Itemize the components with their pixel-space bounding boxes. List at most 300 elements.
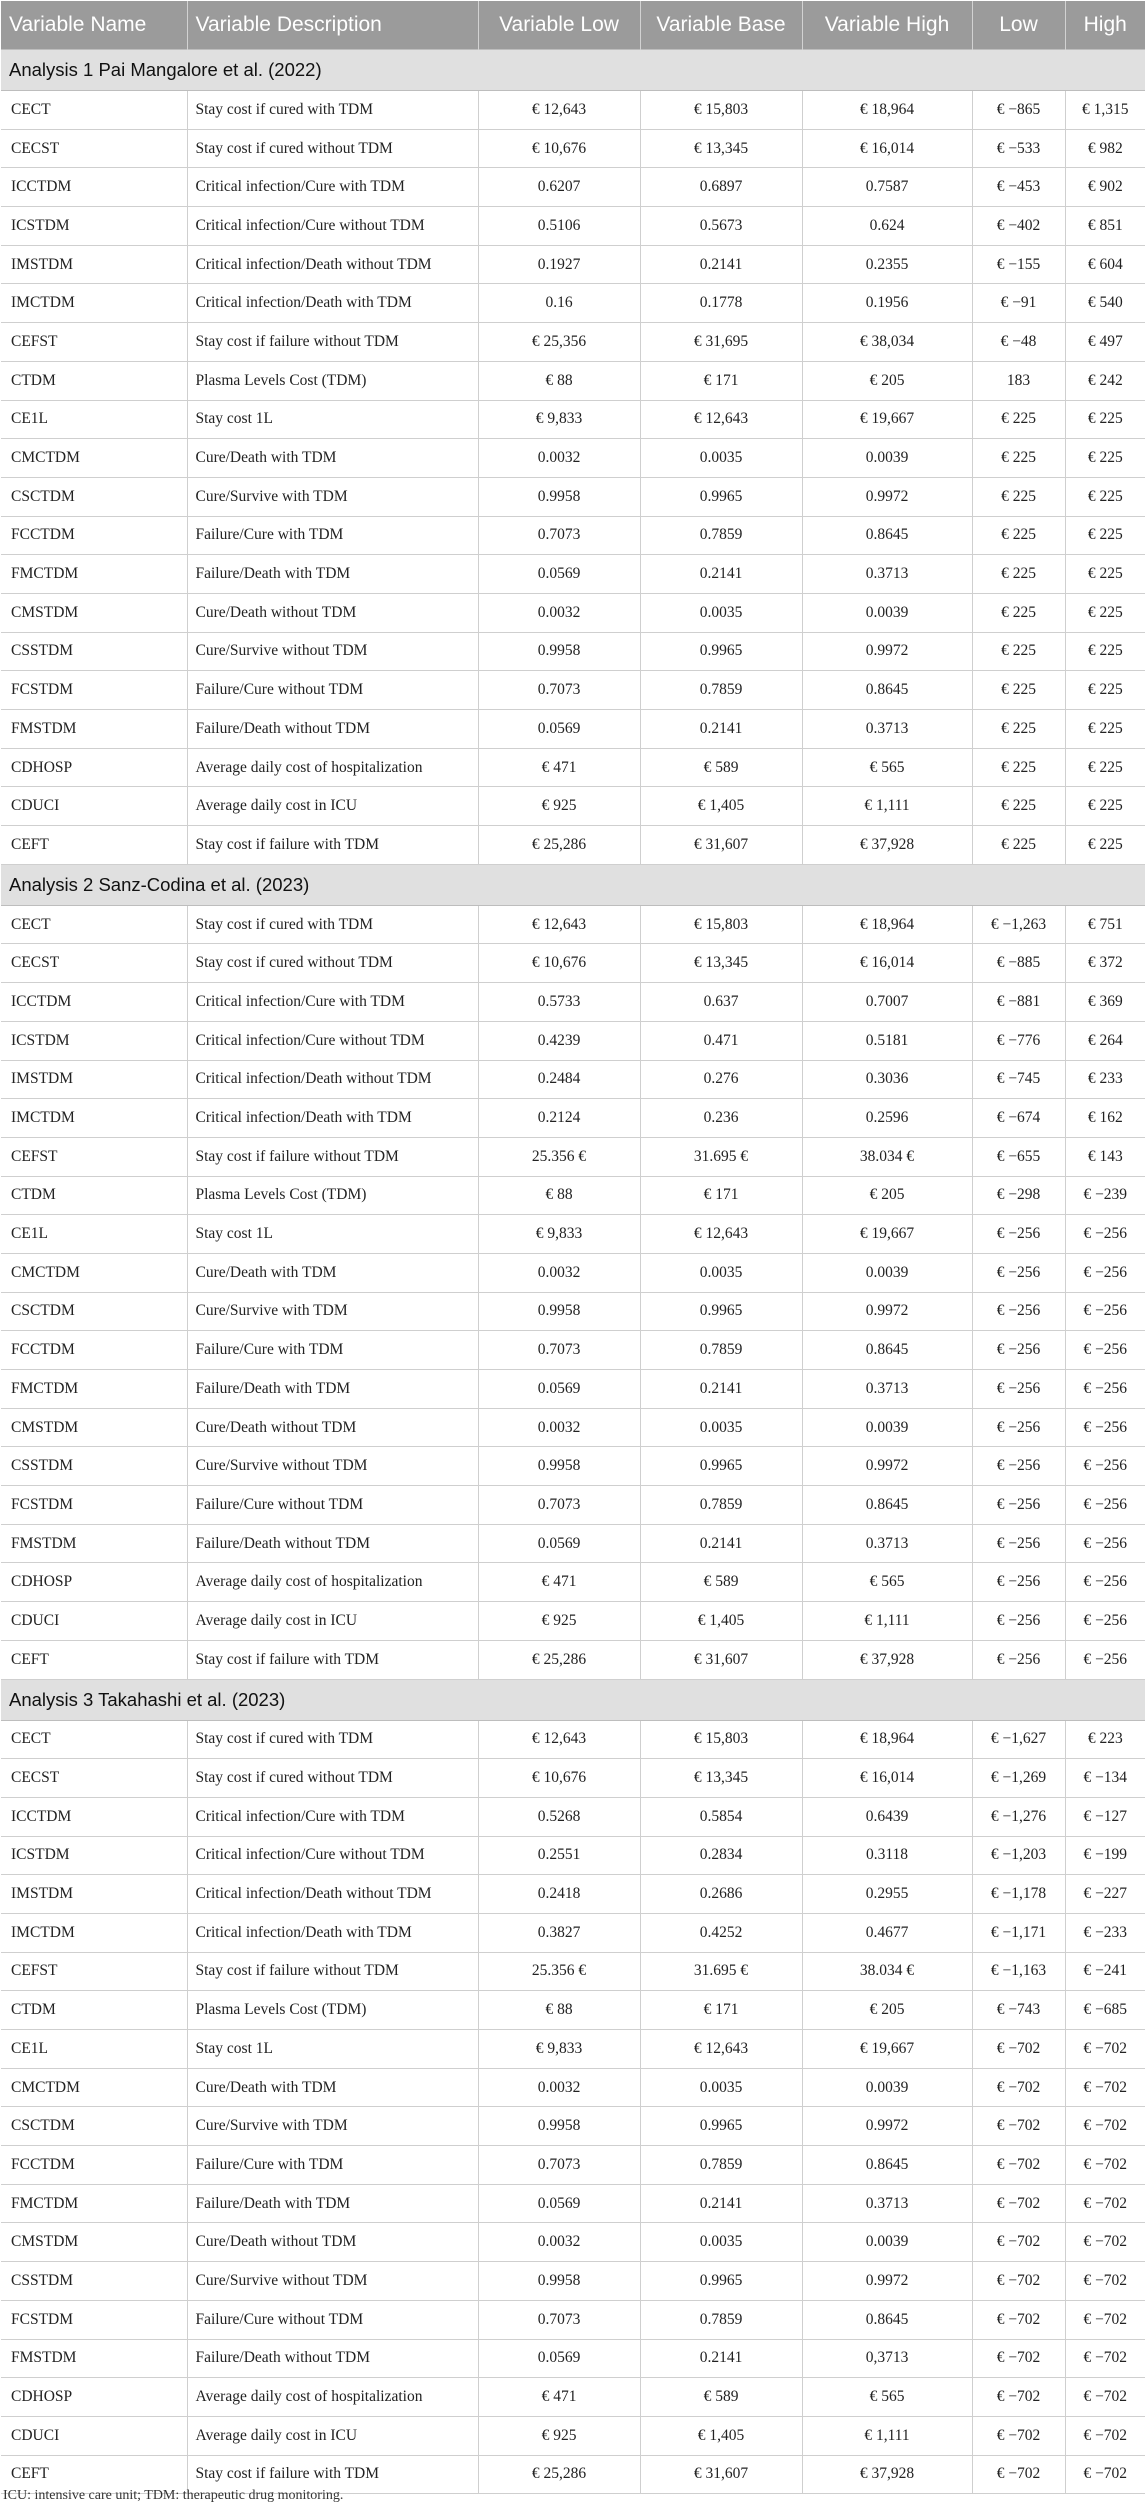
cell-variable-name: FMCTDM — [1, 2184, 187, 2223]
cell-variable-high: 0.3713 — [802, 2184, 972, 2223]
cell-variable-low: 0.5106 — [478, 207, 640, 246]
cell-variable-name: CEFT — [1, 2455, 187, 2494]
cell-low: € −743 — [972, 1991, 1065, 2030]
cell-high: € 225 — [1065, 516, 1145, 555]
cell-variable-description: Average daily cost in ICU — [187, 2416, 478, 2455]
table-row — [1, 826, 1145, 865]
cell-variable-description: Critical infection/Death without TDM — [187, 245, 478, 284]
table-row — [1, 245, 1145, 284]
cell-variable-name: ICCTDM — [1, 983, 187, 1022]
cell-high: € 242 — [1065, 361, 1145, 400]
cell-variable-base: € 31,695 — [640, 323, 802, 362]
cell-variable-high: 0.7007 — [802, 983, 972, 1022]
cell-variable-base: € 13,345 — [640, 129, 802, 168]
cell-variable-low: 0.9958 — [478, 1292, 640, 1331]
cell-variable-name: FMSTDM — [1, 2339, 187, 2378]
cell-low: € −1,203 — [972, 1836, 1065, 1875]
cell-high: € −256 — [1065, 1253, 1145, 1292]
cell-low: € −298 — [972, 1176, 1065, 1215]
cell-variable-base: 0.9965 — [640, 477, 802, 516]
cell-variable-high: 0.0039 — [802, 2068, 972, 2107]
cell-variable-high: 0.8645 — [802, 2300, 972, 2339]
cell-variable-base: 0.9965 — [640, 2107, 802, 2146]
cell-variable-description: Average daily cost in ICU — [187, 787, 478, 826]
cell-variable-low: 0.7073 — [478, 1486, 640, 1525]
cell-high: € −702 — [1065, 2455, 1145, 2494]
cell-high: € −702 — [1065, 2339, 1145, 2378]
cell-variable-name: ICSTDM — [1, 1021, 187, 1060]
cell-variable-high: 0.8645 — [802, 1331, 972, 1370]
cell-variable-low: 0.9958 — [478, 2262, 640, 2301]
cell-high: € −127 — [1065, 1797, 1145, 1836]
cell-high: € 751 — [1065, 905, 1145, 944]
cell-variable-description: Plasma Levels Cost (TDM) — [187, 361, 478, 400]
cell-variable-name: ICSTDM — [1, 1836, 187, 1875]
cell-variable-high: 0.0039 — [802, 1408, 972, 1447]
cell-variable-base: 0.2141 — [640, 2339, 802, 2378]
cell-variable-high: € 38,034 — [802, 323, 972, 362]
cell-variable-low: 0.2124 — [478, 1099, 640, 1138]
cell-variable-low: € 9,833 — [478, 400, 640, 439]
cell-variable-base: € 31,607 — [640, 2455, 802, 2494]
cell-variable-name: CSCTDM — [1, 2107, 187, 2146]
cell-variable-name: CMCTDM — [1, 1253, 187, 1292]
cell-variable-description: Average daily cost of hospitalization — [187, 2378, 478, 2417]
cell-variable-low: 0.0569 — [478, 1524, 640, 1563]
table-row — [1, 2068, 1145, 2107]
cell-variable-name: CECT — [1, 91, 187, 130]
cell-low: € −881 — [972, 983, 1065, 1022]
table-row — [1, 129, 1145, 168]
cell-low: € −1,627 — [972, 1720, 1065, 1759]
cell-low: € −702 — [972, 2030, 1065, 2069]
cell-low: € −1,171 — [972, 1913, 1065, 1952]
cell-low: € −155 — [972, 245, 1065, 284]
cell-variable-base: 0.2141 — [640, 1370, 802, 1409]
cell-variable-description: Critical infection/Death with TDM — [187, 1099, 478, 1138]
cell-variable-name: ICCTDM — [1, 1797, 187, 1836]
cell-variable-name: FCSTDM — [1, 671, 187, 710]
cell-variable-description: Cure/Death with TDM — [187, 1253, 478, 1292]
cell-variable-high: € 19,667 — [802, 400, 972, 439]
cell-variable-base: 0.0035 — [640, 1253, 802, 1292]
cell-variable-high: 0.0039 — [802, 2223, 972, 2262]
cell-variable-high: € 565 — [802, 1563, 972, 1602]
cell-variable-name: CEFST — [1, 323, 187, 362]
cell-variable-low: € 10,676 — [478, 1759, 640, 1798]
cell-variable-low: 25.356 € — [478, 1137, 640, 1176]
table-row — [1, 323, 1145, 362]
cell-low: € −256 — [972, 1408, 1065, 1447]
cell-variable-low: 0.2551 — [478, 1836, 640, 1875]
cell-variable-low: 0.0032 — [478, 2223, 640, 2262]
cell-high: € −256 — [1065, 1524, 1145, 1563]
cell-variable-base: € 15,803 — [640, 905, 802, 944]
cell-variable-name: CTDM — [1, 1991, 187, 2030]
table-row — [1, 1875, 1145, 1914]
cell-high: € −233 — [1065, 1913, 1145, 1952]
cell-variable-description: Critical infection/Cure with TDM — [187, 168, 478, 207]
cell-high: € 223 — [1065, 1720, 1145, 1759]
cell-variable-name: IMCTDM — [1, 284, 187, 323]
cell-variable-low: 0.6207 — [478, 168, 640, 207]
cell-variable-base: 0.7859 — [640, 1486, 802, 1525]
table-row — [1, 1913, 1145, 1952]
cell-variable-high: 0.2355 — [802, 245, 972, 284]
cell-variable-high: 0.6439 — [802, 1797, 972, 1836]
cell-variable-base: € 1,405 — [640, 787, 802, 826]
cell-variable-description: Critical infection/Death without TDM — [187, 1875, 478, 1914]
cell-variable-base: € 171 — [640, 361, 802, 400]
table-row — [1, 400, 1145, 439]
table-row — [1, 2107, 1145, 2146]
cell-variable-high: 38.034 € — [802, 1137, 972, 1176]
cell-variable-base: 0.9965 — [640, 1292, 802, 1331]
cell-variable-description: Failure/Cure without TDM — [187, 1486, 478, 1525]
header-low: Low — [972, 1, 1065, 50]
cell-low: € −48 — [972, 323, 1065, 362]
cell-low: € −702 — [972, 2455, 1065, 2494]
cell-variable-low: € 10,676 — [478, 129, 640, 168]
cell-variable-name: CDHOSP — [1, 748, 187, 787]
cell-low: € −702 — [972, 2146, 1065, 2185]
table-row — [1, 2030, 1145, 2069]
cell-low: € −702 — [972, 2378, 1065, 2417]
cell-low: € −1,269 — [972, 1759, 1065, 1798]
cell-variable-description: Cure/Survive with TDM — [187, 2107, 478, 2146]
cell-high: € 982 — [1065, 129, 1145, 168]
table-row — [1, 1952, 1145, 1991]
cell-high: € 497 — [1065, 323, 1145, 362]
cell-variable-name: CEFST — [1, 1952, 187, 1991]
cell-variable-base: 0.236 — [640, 1099, 802, 1138]
cell-variable-high: 0.9972 — [802, 1292, 972, 1331]
table-row — [1, 983, 1145, 1022]
cell-high: € −241 — [1065, 1952, 1145, 1991]
cell-variable-low: 0.0569 — [478, 1370, 640, 1409]
cell-variable-base: 0.2141 — [640, 555, 802, 594]
cell-variable-description: Stay cost if failure with TDM — [187, 1640, 478, 1679]
cell-high: € 225 — [1065, 671, 1145, 710]
table-row — [1, 1991, 1145, 2030]
cell-variable-name: ICCTDM — [1, 168, 187, 207]
cell-variable-low: 0.9958 — [478, 632, 640, 671]
table-row — [1, 91, 1145, 130]
cell-high: € −256 — [1065, 1215, 1145, 1254]
cell-low: € −256 — [972, 1215, 1065, 1254]
cell-low: € −256 — [972, 1253, 1065, 1292]
cell-variable-low: 0.3827 — [478, 1913, 640, 1952]
cell-variable-low: € 9,833 — [478, 1215, 640, 1254]
cell-variable-description: Failure/Death without TDM — [187, 2339, 478, 2378]
cell-variable-low: 25.356 € — [478, 1952, 640, 1991]
cell-low: € −256 — [972, 1370, 1065, 1409]
cell-variable-name: CDUCI — [1, 1602, 187, 1641]
cell-high: € 225 — [1065, 555, 1145, 594]
cell-high: € −256 — [1065, 1370, 1145, 1409]
cell-variable-base: € 31,607 — [640, 1640, 802, 1679]
cell-variable-name: IMSTDM — [1, 1060, 187, 1099]
cell-variable-base: € 12,643 — [640, 1215, 802, 1254]
cell-variable-base: € 1,405 — [640, 1602, 802, 1641]
cell-low: € −702 — [972, 2107, 1065, 2146]
cell-low: € −256 — [972, 1524, 1065, 1563]
cell-variable-base: € 589 — [640, 2378, 802, 2417]
cell-variable-low: 0.1927 — [478, 245, 640, 284]
cell-high: € 143 — [1065, 1137, 1145, 1176]
cell-variable-description: Cure/Survive with TDM — [187, 477, 478, 516]
cell-variable-description: Average daily cost of hospitalization — [187, 1563, 478, 1602]
cell-variable-high: € 16,014 — [802, 1759, 972, 1798]
cell-low: € −256 — [972, 1640, 1065, 1679]
cell-low: € 225 — [972, 787, 1065, 826]
cell-high: € −239 — [1065, 1176, 1145, 1215]
cell-variable-base: € 12,643 — [640, 400, 802, 439]
cell-variable-low: € 12,643 — [478, 905, 640, 944]
cell-variable-description: Stay cost if failure with TDM — [187, 826, 478, 865]
table-row — [1, 2378, 1145, 2417]
cell-variable-high: € 18,964 — [802, 905, 972, 944]
cell-variable-description: Critical infection/Cure without TDM — [187, 207, 478, 246]
cell-variable-description: Plasma Levels Cost (TDM) — [187, 1991, 478, 2030]
cell-variable-name: CSSTDM — [1, 632, 187, 671]
cell-low: € −1,263 — [972, 905, 1065, 944]
cell-variable-high: € 37,928 — [802, 826, 972, 865]
cell-variable-high: 0.4677 — [802, 1913, 972, 1952]
cell-variable-description: Critical infection/Cure with TDM — [187, 1797, 478, 1836]
cell-variable-high: 0.2596 — [802, 1099, 972, 1138]
cell-high: € 1,315 — [1065, 91, 1145, 130]
table-row — [1, 516, 1145, 555]
cell-variable-low: 0.4239 — [478, 1021, 640, 1060]
cell-variable-description: Stay cost if failure without TDM — [187, 1952, 478, 1991]
cell-variable-high: € 18,964 — [802, 1720, 972, 1759]
cell-variable-description: Failure/Cure without TDM — [187, 2300, 478, 2339]
cell-low: € −402 — [972, 207, 1065, 246]
table-row — [1, 1253, 1145, 1292]
cell-variable-name: CMSTDM — [1, 1408, 187, 1447]
cell-low: € −1,163 — [972, 1952, 1065, 1991]
cell-high: € 225 — [1065, 593, 1145, 632]
cell-low: € −256 — [972, 1331, 1065, 1370]
cell-high: € −702 — [1065, 2378, 1145, 2417]
table-row — [1, 2300, 1145, 2339]
cell-low: € −702 — [972, 2416, 1065, 2455]
table-row — [1, 2262, 1145, 2301]
cell-variable-description: Cure/Survive without TDM — [187, 2262, 478, 2301]
table-row — [1, 439, 1145, 478]
cell-low: € −865 — [972, 91, 1065, 130]
cell-variable-description: Cure/Survive with TDM — [187, 1292, 478, 1331]
header-variable-low: Variable Low — [478, 1, 640, 50]
cell-low: € −702 — [972, 2184, 1065, 2223]
cell-variable-name: CE1L — [1, 400, 187, 439]
section-title: Analysis 1 Pai Mangalore et al. (2022) — [1, 50, 1145, 91]
table-row — [1, 632, 1145, 671]
cell-variable-base: 0.7859 — [640, 2300, 802, 2339]
table-row — [1, 168, 1145, 207]
cell-variable-base: 0.9965 — [640, 2262, 802, 2301]
cell-variable-base: 0.0035 — [640, 2068, 802, 2107]
cell-variable-low: 0.7073 — [478, 2146, 640, 2185]
cell-variable-base: 0.0035 — [640, 593, 802, 632]
cell-variable-name: CE1L — [1, 1215, 187, 1254]
section-header-row — [1, 50, 1145, 91]
cell-low: € −533 — [972, 129, 1065, 168]
cell-high: € 225 — [1065, 632, 1145, 671]
cell-variable-low: 0.9958 — [478, 477, 640, 516]
cell-variable-description: Stay cost if cured without TDM — [187, 129, 478, 168]
cell-variable-name: CMSTDM — [1, 2223, 187, 2262]
cell-high: € 540 — [1065, 284, 1145, 323]
cell-variable-base: € 15,803 — [640, 91, 802, 130]
cell-low: € −674 — [972, 1099, 1065, 1138]
table-row — [1, 1215, 1145, 1254]
cell-variable-description: Failure/Cure with TDM — [187, 2146, 478, 2185]
cell-high: € −685 — [1065, 1991, 1145, 2030]
cell-variable-base: 0.0035 — [640, 1408, 802, 1447]
cell-variable-base: 0.637 — [640, 983, 802, 1022]
cell-variable-high: 0.3036 — [802, 1060, 972, 1099]
cell-variable-name: FCSTDM — [1, 2300, 187, 2339]
cell-low: € −256 — [972, 1563, 1065, 1602]
cell-variable-high: € 205 — [802, 1176, 972, 1215]
table-row — [1, 1524, 1145, 1563]
cell-variable-description: Failure/Death with TDM — [187, 555, 478, 594]
cell-variable-description: Failure/Death with TDM — [187, 2184, 478, 2223]
cell-variable-high: 0.3713 — [802, 710, 972, 749]
cell-low: € 225 — [972, 555, 1065, 594]
cell-variable-high: 0.8645 — [802, 671, 972, 710]
cell-low: € 225 — [972, 400, 1065, 439]
cell-variable-name: ICSTDM — [1, 207, 187, 246]
cell-variable-high: 0.624 — [802, 207, 972, 246]
cell-variable-base: 31.695 € — [640, 1137, 802, 1176]
cell-variable-base: 0.471 — [640, 1021, 802, 1060]
cell-variable-base: € 171 — [640, 1991, 802, 2030]
cell-low: € −1,178 — [972, 1875, 1065, 1914]
cell-high: € −702 — [1065, 2068, 1145, 2107]
cell-low: € −885 — [972, 944, 1065, 983]
cell-variable-high: € 205 — [802, 1991, 972, 2030]
cell-variable-high: € 16,014 — [802, 129, 972, 168]
cell-variable-description: Cure/Death with TDM — [187, 2068, 478, 2107]
cell-high: € 225 — [1065, 439, 1145, 478]
cell-high: € 264 — [1065, 1021, 1145, 1060]
table-row — [1, 710, 1145, 749]
cell-variable-name: CSCTDM — [1, 1292, 187, 1331]
cell-variable-low: 0.2418 — [478, 1875, 640, 1914]
cell-variable-description: Failure/Death with TDM — [187, 1370, 478, 1409]
cell-variable-base: 0.2141 — [640, 2184, 802, 2223]
cell-variable-base: € 13,345 — [640, 1759, 802, 1798]
cell-variable-description: Stay cost if cured without TDM — [187, 1759, 478, 1798]
cell-variable-high: € 1,111 — [802, 787, 972, 826]
cell-high: € 225 — [1065, 748, 1145, 787]
cell-variable-base: 0.5673 — [640, 207, 802, 246]
cell-variable-name: IMCTDM — [1, 1099, 187, 1138]
cell-variable-high: 0.2955 — [802, 1875, 972, 1914]
cell-variable-description: Cure/Death without TDM — [187, 593, 478, 632]
cell-high: € 851 — [1065, 207, 1145, 246]
cell-variable-low: € 925 — [478, 787, 640, 826]
cell-variable-low: 0.0032 — [478, 1408, 640, 1447]
table-row — [1, 1447, 1145, 1486]
cell-variable-description: Stay cost if cured without TDM — [187, 944, 478, 983]
cell-variable-low: € 88 — [478, 361, 640, 400]
section-header-row — [1, 1679, 1145, 1720]
cell-variable-name: CTDM — [1, 1176, 187, 1215]
table-row — [1, 1486, 1145, 1525]
cell-variable-name: CDHOSP — [1, 2378, 187, 2417]
cell-low: € 225 — [972, 477, 1065, 516]
table-row — [1, 2146, 1145, 2185]
header-variable-high: Variable High — [802, 1, 972, 50]
cell-variable-name: CECST — [1, 1759, 187, 1798]
cell-variable-description: Stay cost if cured with TDM — [187, 91, 478, 130]
cell-variable-low: 0.5733 — [478, 983, 640, 1022]
section-title: Analysis 3 Takahashi et al. (2023) — [1, 1679, 1145, 1720]
cell-variable-low: 0.9958 — [478, 1447, 640, 1486]
cell-variable-base: 0.6897 — [640, 168, 802, 207]
cell-variable-base: 0.9965 — [640, 632, 802, 671]
cell-high: € −134 — [1065, 1759, 1145, 1798]
cell-variable-high: 0.3713 — [802, 555, 972, 594]
cell-low: € 225 — [972, 516, 1065, 555]
cell-variable-name: CECT — [1, 1720, 187, 1759]
cell-variable-low: 0.0569 — [478, 555, 640, 594]
cell-variable-base: 0.4252 — [640, 1913, 802, 1952]
cell-variable-base: € 13,345 — [640, 944, 802, 983]
cell-variable-name: CSSTDM — [1, 1447, 187, 1486]
cell-high: € −256 — [1065, 1408, 1145, 1447]
cell-low: € −453 — [972, 168, 1065, 207]
cell-variable-low: 0.0569 — [478, 710, 640, 749]
table-body — [1, 50, 1145, 2494]
cell-high: € 372 — [1065, 944, 1145, 983]
cell-high: € −256 — [1065, 1331, 1145, 1370]
cell-variable-base: 0.9965 — [640, 1447, 802, 1486]
cell-variable-description: Failure/Death without TDM — [187, 1524, 478, 1563]
cell-high: € −227 — [1065, 1875, 1145, 1914]
cell-variable-high: € 19,667 — [802, 2030, 972, 2069]
cell-variable-high: 0.7587 — [802, 168, 972, 207]
sensitivity-table — [1, 1, 1145, 2494]
table-row — [1, 1602, 1145, 1641]
cell-variable-high: € 205 — [802, 361, 972, 400]
cell-variable-description: Stay cost 1L — [187, 1215, 478, 1254]
cell-variable-description: Failure/Cure with TDM — [187, 516, 478, 555]
cell-variable-high: 0.9972 — [802, 632, 972, 671]
cell-variable-low: € 25,286 — [478, 2455, 640, 2494]
table-row — [1, 1720, 1145, 1759]
cell-variable-low: € 25,286 — [478, 1640, 640, 1679]
cell-variable-low: 0.0569 — [478, 2184, 640, 2223]
cell-variable-high: 0.9972 — [802, 1447, 972, 1486]
cell-variable-low: € 25,286 — [478, 826, 640, 865]
cell-low: € −776 — [972, 1021, 1065, 1060]
cell-variable-high: 0.9972 — [802, 2262, 972, 2301]
cell-variable-base: 0.0035 — [640, 439, 802, 478]
cell-high: € −702 — [1065, 2107, 1145, 2146]
header-variable-name: Variable Name — [1, 1, 187, 50]
cell-high: € −256 — [1065, 1640, 1145, 1679]
section-title: Analysis 2 Sanz-Codina et al. (2023) — [1, 864, 1145, 905]
cell-variable-name: CMCTDM — [1, 439, 187, 478]
cell-low: € 225 — [972, 632, 1065, 671]
cell-variable-name: IMSTDM — [1, 245, 187, 284]
cell-high: € −702 — [1065, 2300, 1145, 2339]
